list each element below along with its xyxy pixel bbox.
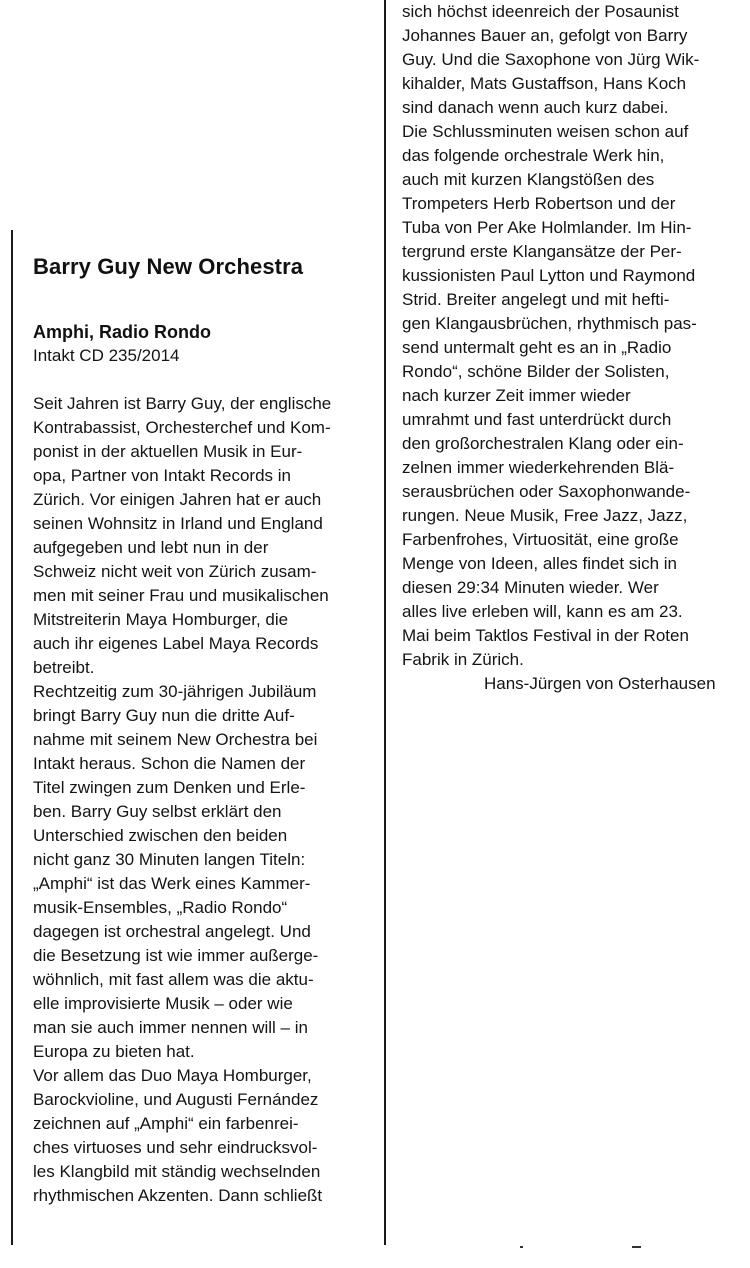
body-text-line: Guy. Und die Saxophone von Jürg Wik-	[402, 50, 700, 69]
body-text-line: Trompeters Herb Robertson und der	[402, 194, 676, 213]
body-text-line: Unterschied zwischen den beiden	[33, 826, 288, 845]
right-column	[402, 0, 744, 696]
body-text-line: dagegen ist orchestral angelegt. Und	[33, 922, 311, 941]
body-text-line: nahme mit seinem New Orchestra bei	[33, 730, 318, 749]
body-text-line: Mitstreiterin Maya Homburger, die	[33, 610, 289, 629]
body-text-line: musik-Ensembles, „Radio Rondo“	[33, 898, 288, 917]
body-text-line: Mai beim Taktlos Festival in der Roten	[402, 626, 689, 645]
body-text-line: send untermalt geht es an in „Radio	[402, 338, 672, 357]
body-text-line: Vor allem das Duo Maya Homburger,	[33, 1066, 312, 1085]
body-text-line: ponist in der aktuellen Musik in Eur-	[33, 442, 303, 461]
body-text-line: Tuba von Per Ake Holmlander. Im Hin-	[402, 218, 692, 237]
body-text-line: gen Klangausbrüchen, rhythmisch pas-	[402, 314, 697, 333]
body-text-line: Schweiz nicht weit von Zürich zusam-	[33, 562, 317, 581]
body-text-line: Strid. Breiter angelegt und mit hefti-	[402, 290, 670, 309]
body-text-line: das folgende orchestrale Werk hin,	[402, 146, 665, 165]
body-text-line: Johannes Bauer an, gefolgt von Barry	[402, 26, 688, 45]
body-text-line: nach kurzer Zeit immer wieder	[402, 386, 631, 405]
body-text-line: man sie auch immer nennen will – in	[33, 1018, 308, 1037]
body-text-line: kussionisten Paul Lytton und Raymond	[402, 266, 696, 285]
body-text-line: rhythmischen Akzenten. Dann schließt	[33, 1186, 323, 1205]
body-text-line: Zürich. Vor einigen Jahren hat er auch	[33, 490, 322, 509]
body-text-line: Fabrik in Zürich.	[402, 650, 524, 669]
body-text-line: diesen 29:34 Minuten wieder. Wer	[402, 578, 659, 597]
scan-artifact-mark	[632, 1246, 641, 1248]
body-text-line: ches virtuoses und sehr eindrucksvol-	[33, 1138, 318, 1157]
body-text-line: elle improvisierte Musik – oder wie	[33, 994, 293, 1013]
body-text-line: Kontrabassist, Orchesterchef und Kom-	[33, 418, 331, 437]
body-text-line: Barockvioline, und Augusti Fernández	[33, 1090, 319, 1109]
body-text-line: Seit Jahren ist Barry Guy, der englische	[33, 394, 332, 413]
body-text-line: Farbenfrohes, Virtuosität, eine große	[402, 530, 679, 549]
body-text-line: ben. Barry Guy selbst erklärt den	[33, 802, 282, 821]
body-text-line: aufgegeben und lebt nun in der	[33, 538, 269, 557]
left-column	[33, 252, 378, 1208]
body-text-line: Titel zwingen zum Denken und Erle-	[33, 778, 306, 797]
body-text-line: kihalder, Mats Gustaffson, Hans Koch	[402, 74, 687, 93]
article-headline: Barry Guy New Orchestra	[33, 254, 304, 279]
body-text-line: zeichnen auf „Amphi“ ein farbenrei-	[33, 1114, 299, 1133]
column-rule-left	[11, 230, 13, 1245]
body-text-line: umrahmt und fast unterdrückt durch	[402, 410, 672, 429]
body-text-line: auch ihr eigenes Label Maya Records	[33, 634, 319, 653]
body-text-line: serausbrüchen oder Saxophonwande-	[402, 482, 691, 501]
body-text-line: nicht ganz 30 Minuten langen Titeln:	[33, 850, 306, 869]
body-text-line: Die Schlussminuten weisen schon auf	[402, 122, 689, 141]
body-text-line: wöhnlich, mit fast allem was die aktu-	[33, 970, 314, 989]
body-text-line: bringt Barry Guy nun die dritte Auf-	[33, 706, 295, 725]
body-text-line: les Klangbild mit ständig wechselnden	[33, 1162, 321, 1181]
body-text-line: Rondo“, schöne Bilder der Solisten,	[402, 362, 670, 381]
body-text-line: tergrund erste Klangansätze der Per-	[402, 242, 682, 261]
body-text-line: betreibt.	[33, 658, 95, 677]
body-text-line: seinen Wohnsitz in Irland und England	[33, 514, 323, 533]
body-text-line: men mit seiner Frau und musikalischen	[33, 586, 329, 605]
left-body-text	[33, 392, 378, 1208]
body-text-line: opa, Partner von Intakt Records in	[33, 466, 291, 485]
body-text-line: „Amphi“ ist das Werk eines Kammer-	[33, 874, 311, 893]
author-signature: Hans-Jürgen von Osterhausen	[484, 674, 716, 693]
album-title: Amphi, Radio Rondo	[33, 322, 211, 342]
body-text-line: rungen. Neue Musik, Free Jazz, Jazz,	[402, 506, 688, 525]
body-text-line: Menge von Ideen, alles findet sich in	[402, 554, 678, 573]
body-text-line: den großorchestralen Klang oder ein-	[402, 434, 684, 453]
right-body-text	[402, 0, 744, 672]
body-text-line: alles live erleben will, kann es am 23.	[402, 602, 683, 621]
body-text-line: sind danach wenn auch kurz dabei.	[402, 98, 669, 117]
catalog-number: Intakt CD 235/2014	[33, 346, 180, 365]
body-text-line: sich höchst ideenreich der Posaunist	[402, 2, 679, 21]
body-text-line: die Besetzung ist wie immer außerge-	[33, 946, 319, 965]
body-text-line: Intakt heraus. Schon die Namen der	[33, 754, 306, 773]
column-rule-middle	[384, 0, 386, 1245]
scan-artifact-mark	[520, 1246, 523, 1248]
body-text-line: auch mit kurzen Klangstößen des	[402, 170, 655, 189]
body-text-line: Rechtzeitig zum 30-jährigen Jubiläum	[33, 682, 317, 701]
body-text-line: zelnen immer wiederkehrenden Blä-	[402, 458, 675, 477]
body-text-line: Europa zu bieten hat.	[33, 1042, 195, 1061]
